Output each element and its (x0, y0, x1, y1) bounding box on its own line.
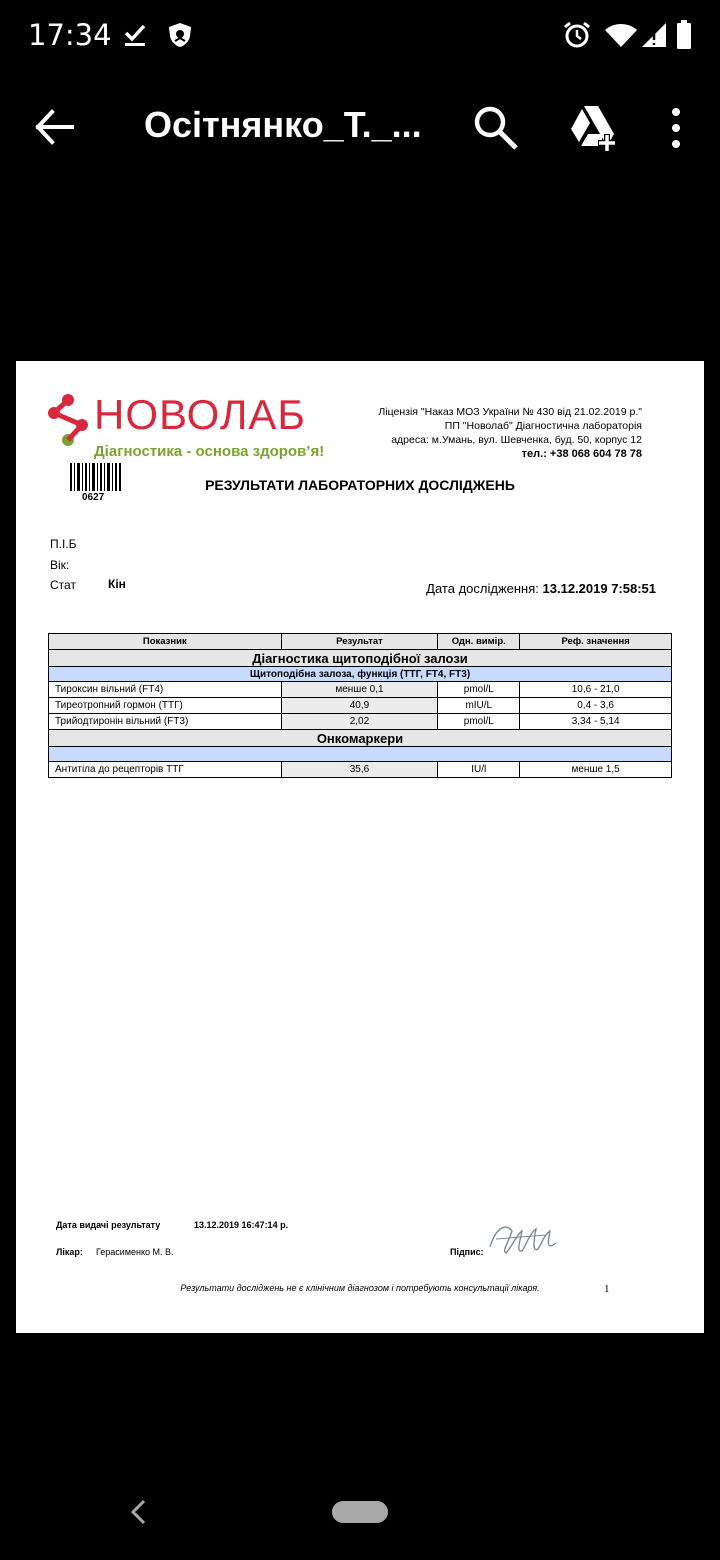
nav-back-icon[interactable] (128, 1498, 150, 1526)
patient-age-label: Вік: (50, 558, 70, 572)
indicator-name: Тиреотропний гормон (ТТГ) (49, 698, 282, 714)
section-title: Діагностика щитоподібної залози (49, 650, 672, 667)
table-row (49, 698, 672, 714)
doctor-label: Лікар: (56, 1247, 83, 1257)
nav-home-pill[interactable] (332, 1501, 388, 1523)
header-indicator: Показник (49, 634, 282, 650)
patient-sex-label: Стат (50, 578, 76, 592)
signature-icon (486, 1217, 562, 1261)
lab-address: адреса: м.Умань, вул. Шевченка, буд. 50, корпус 12 (391, 434, 642, 446)
subsection-title: Щитоподібна залоза, функція (ТТГ, FT4, FT3) (49, 667, 672, 682)
battery-icon (676, 20, 692, 50)
result-value: 2,02 (281, 714, 438, 730)
back-arrow-icon[interactable] (30, 102, 80, 152)
subsection-title (49, 747, 672, 762)
reference-value: менше 1,5 (520, 762, 672, 778)
table-row (49, 714, 672, 730)
logo-tagline: Діагностика - основа здоров’я! (94, 443, 325, 460)
subsection-row (49, 667, 672, 682)
section-row (49, 730, 672, 747)
reference-value: 10,6 - 21,0 (520, 682, 672, 698)
study-date (426, 581, 656, 596)
patient-sex-value: Кін (108, 577, 126, 591)
study-date-label: Дата дослідження: (426, 581, 539, 596)
doctor-value: Герасименко М. В. (96, 1247, 174, 1257)
result-value: менше 0,1 (281, 682, 438, 698)
unit-value: pmol/L (438, 682, 520, 698)
wifi-icon (604, 24, 638, 48)
shield-app-icon (166, 21, 194, 49)
results-table (48, 633, 672, 778)
add-to-drive-icon[interactable] (566, 102, 618, 154)
result-value: 35,6 (281, 762, 438, 778)
disclaimer-note: Результати досліджень не є клінічним діагнозом і потребують консультації лікаря. (180, 1283, 540, 1293)
header-result: Результат (281, 634, 438, 650)
table-row (49, 682, 672, 698)
reference-value: 0,4 - 3,6 (520, 698, 672, 714)
issue-date-value: 13.12.2019 16:47:14 р. (194, 1220, 289, 1230)
header-unit: Одн. вимір. (438, 634, 520, 650)
section-title: Онкомаркери (49, 730, 672, 747)
document-title: Осітнянко_Т._... (144, 104, 422, 145)
issue-date-label: Дата видачі результату (56, 1220, 161, 1230)
lab-info (378, 405, 642, 461)
unit-value: pmol/L (438, 714, 520, 730)
reference-value: 3,34 - 5,14 (520, 714, 672, 730)
table-row (49, 762, 672, 778)
page-number: 1 (604, 1283, 610, 1295)
barcode-number: 0627 (82, 492, 105, 503)
table-header-row (49, 634, 672, 650)
indicator-name: Тироксин вільний (FT4) (49, 682, 282, 698)
alarm-icon (562, 20, 592, 50)
signal-icon (640, 22, 668, 48)
lab-phone: тел.: +38 068 604 78 78 (521, 448, 642, 460)
more-vert-icon[interactable] (660, 104, 692, 152)
study-date-value: 13.12.2019 7:58:51 (542, 581, 656, 596)
download-done-icon (122, 22, 148, 48)
lab-logo (46, 391, 326, 463)
lab-name: ПП "Новолаб" Діагностична лабораторія (444, 420, 642, 432)
signature-label: Підпис: (450, 1247, 484, 1257)
section-row (49, 650, 672, 667)
subsection-row (49, 747, 672, 762)
status-bar (0, 0, 720, 72)
unit-value: IU/l (438, 762, 520, 778)
result-value: 40,9 (281, 698, 438, 714)
app-toolbar (0, 72, 720, 184)
status-time: 17:34 (28, 18, 112, 52)
document-heading: РЕЗУЛЬТАТИ ЛАБОРАТОРНИХ ДОСЛІДЖЕНЬ (205, 477, 515, 493)
logo-brand: НОВОЛАБ (94, 391, 306, 438)
lab-license: Ліцензія "Наказ МОЗ України № 430 від 21.02.2019 р." (378, 406, 642, 418)
indicator-name: Трийодтиронін вільний (FT3) (49, 714, 282, 730)
unit-value: mIU/L (438, 698, 520, 714)
patient-name-label: П.І.Б (50, 537, 77, 551)
search-icon[interactable] (470, 102, 522, 154)
molecule-logo-icon (46, 393, 92, 453)
pdf-page[interactable] (16, 361, 704, 1333)
indicator-name: Антитіла до рецепторів ТТГ (49, 762, 282, 778)
header-reference: Реф. значення (520, 634, 672, 650)
